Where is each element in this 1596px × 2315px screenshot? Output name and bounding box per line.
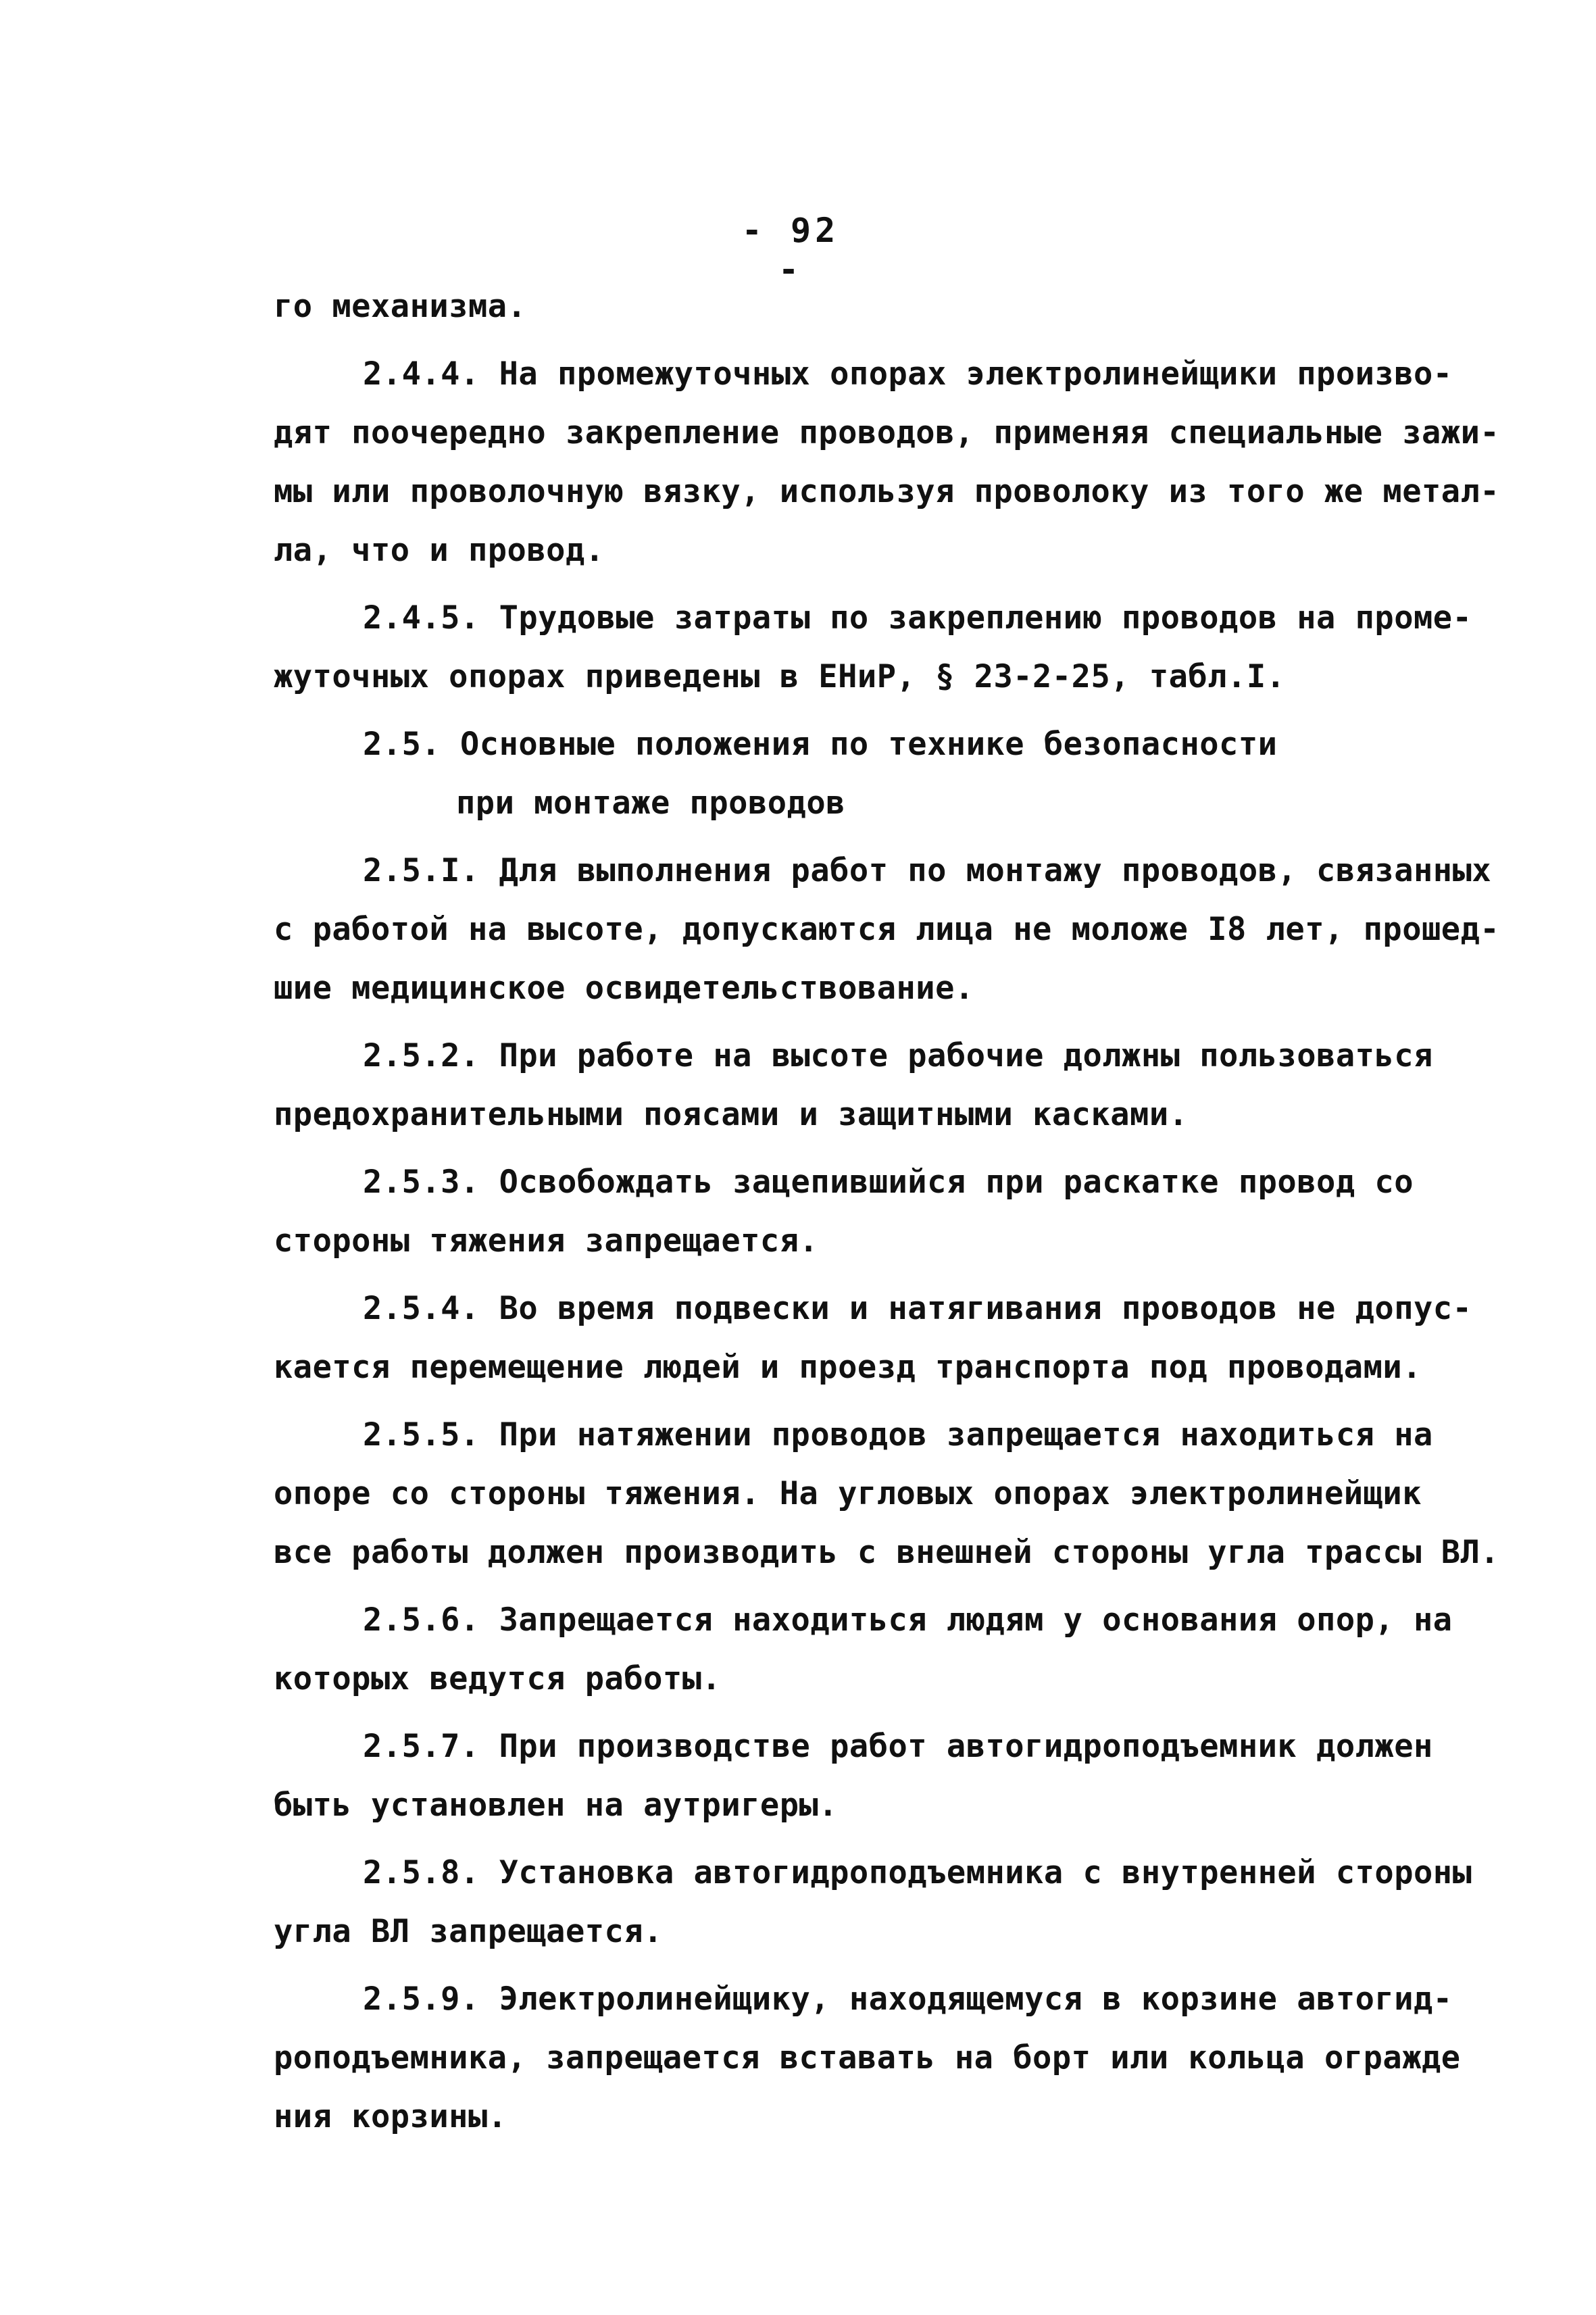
text-line: дят поочередно закрепление проводов, применяя специальные зажи- — [274, 414, 1500, 451]
text-line: жуточных опорах приведены в ЕНиР, § 23-2-25, табл.I. — [274, 658, 1286, 695]
paragraph-2-4-4 — [274, 345, 1500, 580]
paragraph-2-5-6 — [274, 1591, 1453, 1708]
paragraph-2-5-2 — [274, 1026, 1433, 1144]
page-number: - 92 - — [741, 211, 840, 289]
text-line: опоре со стороны тяжения. На угловых опорах электролинейщик — [274, 1475, 1422, 1512]
paragraph-2-5-8 — [274, 1843, 1472, 1961]
text-line: шие медицинское освидетельствование. — [274, 970, 974, 1007]
text-line: 2.5.7. При производстве работ автогидроподъемник должен — [363, 1728, 1433, 1765]
paragraph-continuation — [274, 277, 1422, 336]
text-line: 2.5.5. При натяжении проводов запрещается находиться на — [363, 1416, 1433, 1453]
text-line: 2.5.6. Запрещается находиться людям у основания опор, на — [363, 1601, 1453, 1639]
text-line: 2.5.2. При работе на высоте рабочие должны пользоваться — [363, 1037, 1433, 1074]
section-heading-2-5 — [274, 715, 1422, 832]
document-body — [274, 277, 1500, 2155]
paragraph-2-5-3 — [274, 1153, 1422, 1270]
paragraph-2-5-1 — [274, 841, 1500, 1018]
text-line: 2.5.4. Во время подвески и натягивания проводов не допус- — [363, 1290, 1472, 1327]
text-line: 2.5.9. Электролинейщику, находящемуся в корзине автогид- — [363, 1981, 1453, 2018]
text-line: все работы должен производить с внешней стороны угла трассы ВЛ. — [274, 1534, 1500, 1571]
text-line: быть установлен на аутригеры. — [274, 1787, 839, 1824]
text-line: го механизма. — [274, 288, 527, 325]
text-line: стороны тяжения запрещается. — [274, 1222, 819, 1260]
paragraph-2-5-7 — [274, 1717, 1433, 1835]
text-line: 2.5.3. Освобождать зацепившийся при раскатке провод со — [363, 1164, 1414, 1201]
text-line: предохранительными поясами и защитными касками. — [274, 1096, 1189, 1133]
paragraph-2-5-9 — [274, 1970, 1461, 2146]
text-line: с работой на высоте, допускаются лица не моложе I8 лет, прошед- — [274, 911, 1500, 948]
text-line: ния корзины. — [274, 2098, 507, 2135]
text-line: мы или проволочную вязку, используя проволоку из того же метал- — [274, 473, 1500, 510]
text-line: кается перемещение людей и проезд транспорта под проводами. — [274, 1349, 1422, 1386]
section-heading-line: при монтаже проводов — [456, 785, 845, 822]
text-line: ла, что и провод. — [274, 532, 605, 569]
text-line: 2.4.5. Трудовые затраты по закреплению проводов на проме- — [363, 599, 1472, 637]
paragraph-2-5-5 — [274, 1405, 1500, 1582]
text-line: угла ВЛ запрещается. — [274, 1913, 663, 1950]
text-line: роподъемника, запрещается вставать на борт или кольца огражде — [274, 2039, 1461, 2076]
paragraph-2-4-5 — [274, 589, 1472, 706]
text-line: которых ведутся работы. — [274, 1660, 722, 1697]
section-heading-line: 2.5. Основные положения по технике безопасности — [363, 726, 1278, 763]
paragraph-2-5-4 — [274, 1279, 1472, 1397]
text-line: 2.5.I. Для выполнения работ по монтажу проводов, связанных — [363, 852, 1492, 889]
text-line: 2.5.8. Установка автогидроподъемника с внутренней стороны — [363, 1854, 1472, 1891]
text-line: 2.4.4. На промежуточных опорах электролинейщики произво- — [363, 355, 1453, 393]
